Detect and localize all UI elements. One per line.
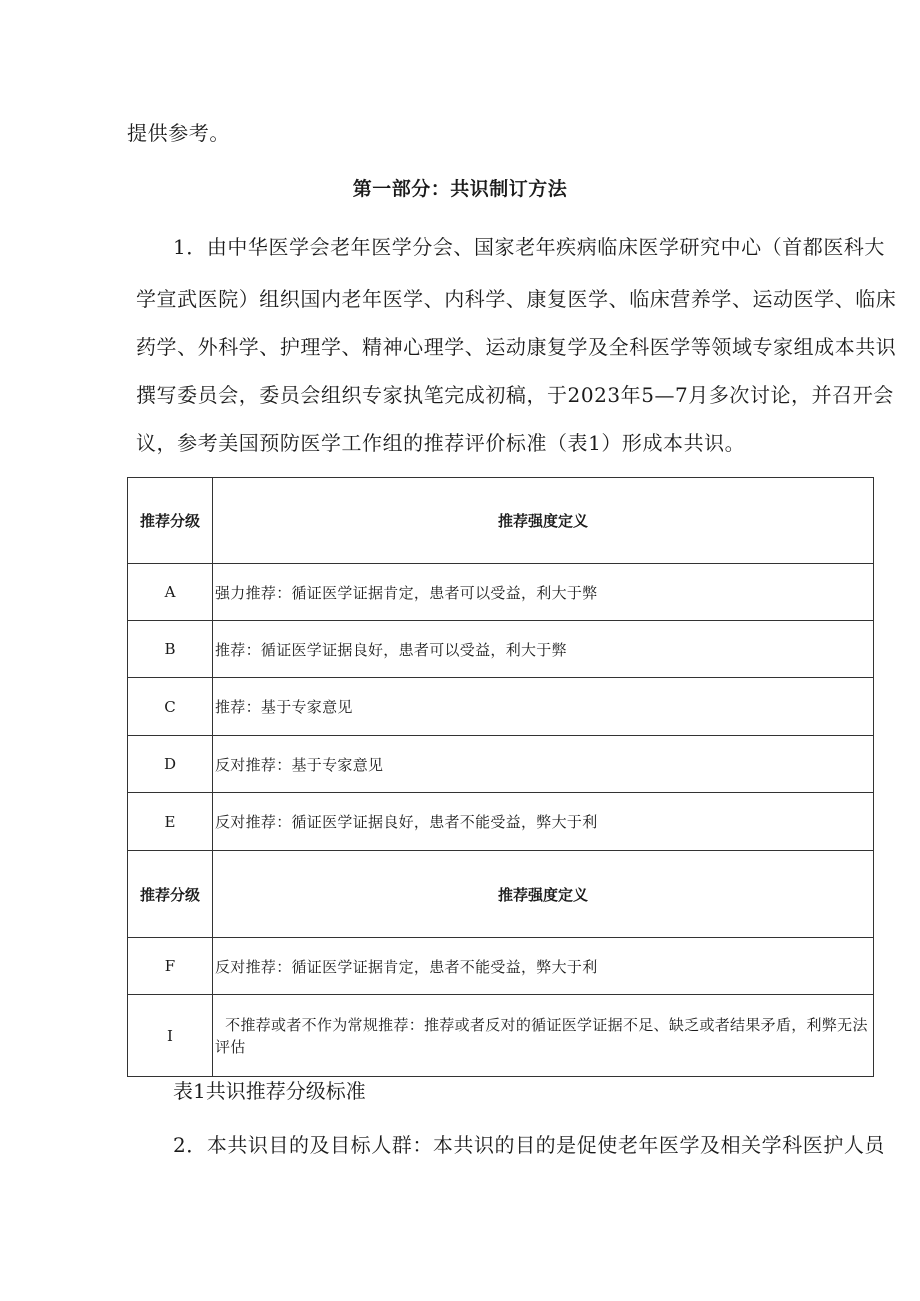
section-heading: 第一部分：共识制订方法	[352, 178, 568, 200]
paragraph-1-line: 药学、外科学、护理学、精神心理学、运动康复学及全科医学等领域专家组成本共识	[136, 335, 897, 359]
definition-cell: 不推荐或者不作为常规推荐：推荐或者反对的循证医学证据不足、缺乏或者结果矛盾，利弊无法评估	[213, 995, 874, 1077]
table-row	[128, 621, 874, 678]
definition-cell: 推荐：基于专家意见	[213, 678, 874, 736]
table-row	[128, 736, 874, 793]
grade-cell: F	[128, 938, 213, 995]
table-row	[128, 564, 874, 621]
grade-cell: B	[128, 621, 213, 678]
grade-cell: C	[128, 678, 213, 736]
definition-cell: 强力推荐：循证医学证据肯定，患者可以受益，利大于弊	[213, 564, 874, 621]
definition-cell: 反对推荐：循证医学证据肯定，患者不能受益，弊大于利	[213, 938, 874, 995]
paragraph-1-line: 撰写委员会，委员会组织专家执笔完成初稿，于2023年5—7月多次讨论，并召开会	[136, 383, 894, 407]
table-row	[128, 793, 874, 851]
grade-cell: E	[128, 793, 213, 851]
paragraph-1-line: 议，参考美国预防医学工作组的推荐评价标准（表1）形成本共识。	[136, 431, 746, 455]
header-grade-cell: 推荐分级	[128, 851, 213, 938]
paragraph-1-line: 学宣武医院）组织国内老年医学、内科学、康复医学、临床营养学、运动医学、临床	[136, 287, 897, 311]
definition-cell: 反对推荐：基于专家意见	[213, 736, 874, 793]
definition-cell: 推荐：循证医学证据良好，患者可以受益，利大于弊	[213, 621, 874, 678]
grade-cell: A	[128, 564, 213, 621]
grade-cell: D	[128, 736, 213, 793]
table-header-row	[128, 851, 874, 938]
header-definition-cell: 推荐强度定义	[213, 478, 874, 564]
paragraph-1-line: 1．由中华医学会老年医学分会、国家老年疾病临床医学研究中心（首都医科大	[173, 235, 885, 259]
table-caption: 表1共识推荐分级标准	[173, 1079, 366, 1103]
definition-cell: 反对推荐：循证医学证据良好，患者不能受益，弊大于利	[213, 793, 874, 851]
grade-cell: I	[128, 995, 213, 1077]
header-grade-cell: 推荐分级	[128, 478, 213, 564]
table-row	[128, 938, 874, 995]
table-row	[128, 995, 874, 1077]
paragraph-2-line: 2．本共识目的及目标人群：本共识的目的是促使老年医学及相关学科医护人员	[173, 1133, 885, 1157]
recommendation-grade-table	[127, 477, 874, 1077]
header-definition-cell: 推荐强度定义	[213, 851, 874, 938]
intro-tail-text: 提供参考。	[127, 121, 230, 145]
table-header-row	[128, 478, 874, 564]
table-row	[128, 678, 874, 736]
